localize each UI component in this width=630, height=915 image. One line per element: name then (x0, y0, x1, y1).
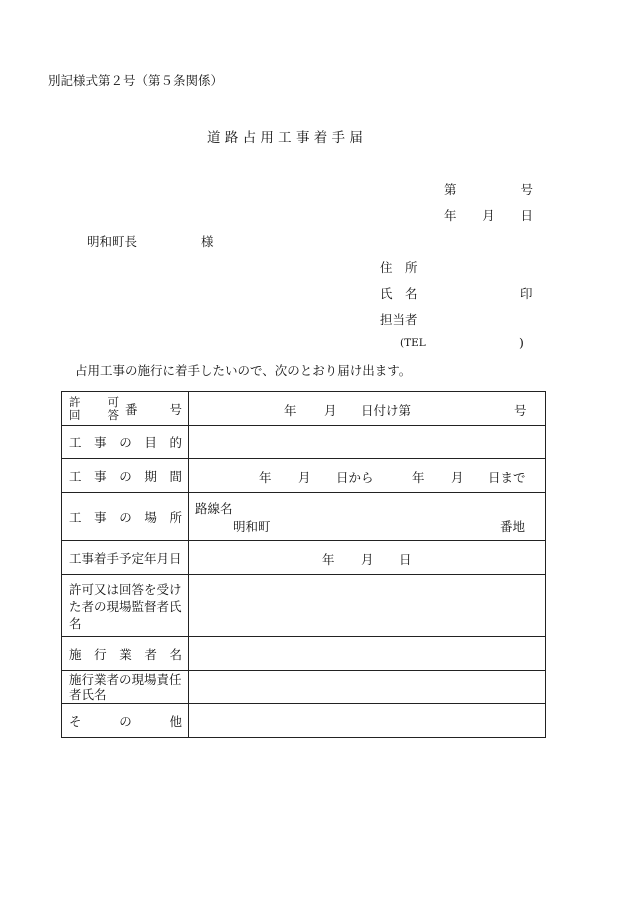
supervisor-label (62, 575, 189, 637)
period-label-text (69, 467, 182, 485)
period-value[interactable] (189, 459, 546, 493)
label-permit-2: 可 (107, 394, 119, 409)
lot-number-label: 番地 (500, 519, 526, 534)
permit-number-label (62, 392, 189, 426)
form-number-label: 別記様式第２号（第５条関係） (48, 73, 224, 88)
label-char: 工 (69, 468, 82, 484)
applicant-address-label: 住 所 (380, 260, 418, 275)
period-label (62, 459, 189, 493)
location-label-text (69, 508, 182, 526)
permit-number-row (62, 392, 546, 426)
label-char: の (119, 468, 132, 484)
label-char: 者 (144, 646, 157, 662)
intro-text: 占用工事の施行に着手したいので、次のとおり届け出ます。 (75, 363, 412, 378)
start-date-label (62, 541, 189, 575)
contact-person-label: 担当者 (380, 312, 418, 327)
contractor-value[interactable] (189, 637, 546, 671)
permit-number-suffix: 号 (514, 403, 527, 418)
label-char: 他 (169, 713, 182, 729)
label-answer-2: 答 (107, 407, 119, 422)
tel-close: ) (519, 335, 524, 350)
location-row (62, 493, 546, 541)
label-char: の (119, 509, 132, 525)
manager-value[interactable] (189, 671, 546, 704)
period-from-month: 月 (298, 470, 311, 485)
supervisor-value[interactable] (189, 575, 546, 637)
notification-table (61, 391, 546, 738)
purpose-label-text (69, 433, 182, 451)
start-month: 月 (361, 552, 374, 567)
period-from-year: 年 (259, 470, 272, 485)
label-char: 事 (94, 509, 107, 525)
label-char: 期 (144, 468, 157, 484)
label-number-1: 番 (125, 401, 138, 417)
label-char: 工 (69, 435, 82, 450)
start-day: 日 (399, 552, 412, 567)
start-year: 年 (322, 552, 335, 567)
label-answer-1: 回 (69, 407, 81, 422)
label-char: 名 (169, 646, 182, 662)
label-char: そ (69, 713, 82, 729)
label-char: の (119, 713, 132, 729)
label-char: の (119, 435, 132, 450)
label-char: 事 (94, 435, 107, 450)
label-char: 間 (169, 468, 182, 484)
other-row (62, 704, 546, 738)
manager-row (62, 671, 546, 704)
date-month: 月 (482, 208, 495, 223)
period-from-day: 日から (336, 470, 374, 485)
permit-day: 日付け第 (361, 403, 412, 418)
route-name-label: 路線名 (195, 501, 233, 516)
start-date-row (62, 541, 546, 575)
purpose-value[interactable] (189, 426, 546, 459)
addressee-name: 明和町長 (87, 234, 138, 249)
label-char: 業 (119, 646, 132, 662)
supervisor-row (62, 575, 546, 637)
contractor-label-text (69, 645, 182, 663)
label-number-2: 号 (169, 401, 182, 417)
applicant-name-label: 氏 名 (380, 286, 418, 301)
addressee-honorific: 様 (201, 234, 214, 249)
date-year: 年 (444, 208, 457, 223)
period-to-month: 月 (451, 470, 464, 485)
permit-year: 年 (284, 403, 297, 418)
manager-label (62, 671, 189, 704)
period-to-day: 日まで (488, 470, 526, 485)
date-day: 日 (520, 208, 533, 223)
label-char: 場 (144, 509, 157, 525)
town-name: 明和町 (233, 519, 271, 534)
location-label (62, 493, 189, 541)
permit-number-value[interactable] (189, 392, 546, 426)
label-char: 事 (94, 468, 107, 484)
document-title: 道 路 占 用 工 事 着 手 届 (207, 130, 363, 146)
seal-mark: 印 (520, 286, 533, 301)
other-label-text (69, 712, 182, 730)
manager-label-text: 施行業者の現場責任者氏名 (69, 672, 182, 702)
label-char: 行 (94, 646, 107, 662)
contractor-row (62, 637, 546, 671)
number-prefix: 第 (444, 182, 457, 197)
other-label (62, 704, 189, 738)
label-char: 的 (169, 435, 182, 450)
permit-month: 月 (324, 403, 337, 418)
label-permit-1: 許 (69, 394, 81, 409)
location-value[interactable] (189, 493, 546, 541)
tel-open: (TEL (400, 337, 426, 349)
label-char: 施 (69, 646, 82, 662)
purpose-row (62, 426, 546, 459)
start-date-value[interactable] (189, 541, 546, 575)
document-date-line (444, 206, 533, 224)
label-char: 工 (69, 509, 82, 525)
start-date-label-text: 工事着手予定年月日 (69, 550, 182, 566)
period-to-year: 年 (412, 470, 425, 485)
purpose-label (62, 426, 189, 459)
label-char: 所 (169, 509, 182, 525)
supervisor-label-text: 許可又は回答を受けた者の現場監督者氏名 (69, 582, 182, 631)
contractor-label (62, 637, 189, 671)
document-number-line (444, 180, 533, 198)
period-row (62, 459, 546, 493)
number-suffix: 号 (520, 182, 533, 197)
other-value[interactable] (189, 704, 546, 738)
label-char: 目 (144, 435, 157, 450)
